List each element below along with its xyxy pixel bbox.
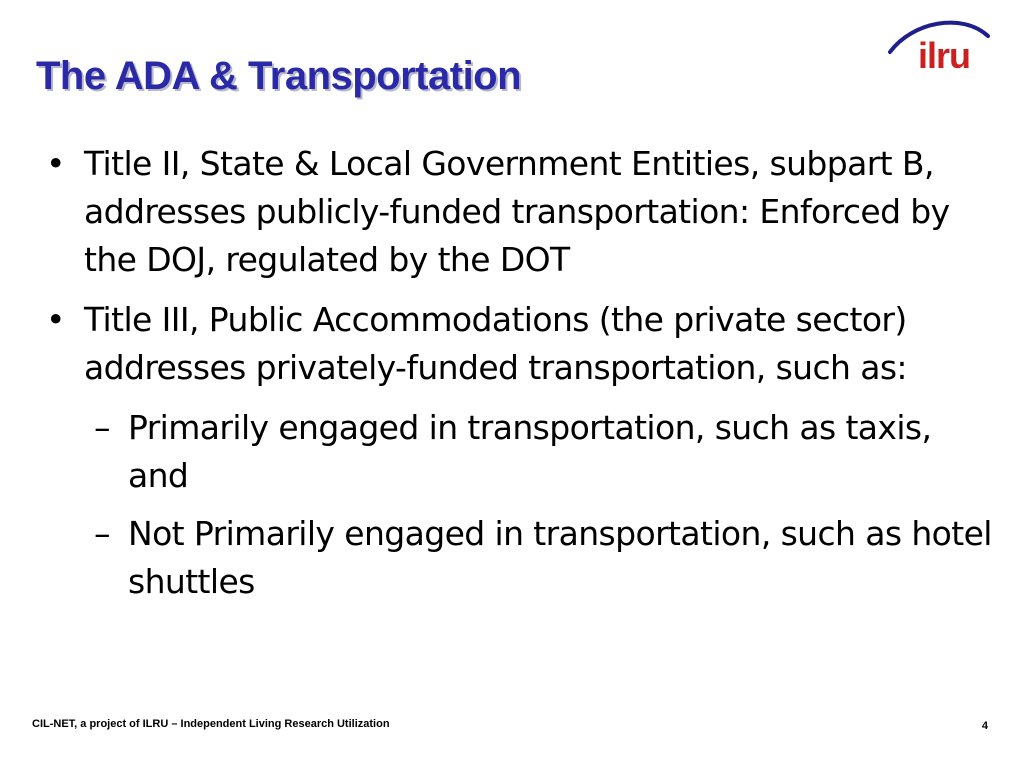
slide-content [36,140,996,616]
sub-bullet-marker: – [94,514,110,553]
slide-footer: CIL-NET, a project of ILRU – Independent Living Research Utilization [32,718,390,730]
ilru-logo [884,14,996,74]
sub-bullet-text: Not Primarily engaged in transportation, such as hotel shuttles [128,514,992,601]
bullet-item [36,296,996,392]
bullet-text: Title III, Public Accommodations (the private sector) addresses privately-funded transportation, such as: [84,300,907,387]
bullet-text: Title II, State & Local Government Entities, subpart B, addresses publicly-funded transportation: Enforced by the DOJ, regulated by the DOT [84,144,950,279]
bullet-marker: • [46,144,65,183]
slide-title: The ADA & Transportation [36,54,522,98]
sub-bullet-item [36,404,996,500]
sub-bullet-item [36,510,996,606]
bullet-marker: • [46,300,65,339]
page-number: 4 [981,720,988,732]
bullet-item [36,140,996,284]
sub-bullet-marker: – [94,408,110,447]
sub-bullet-text: Primarily engaged in transportation, such as taxis, and [128,408,932,495]
logo-text: ilru [918,35,971,76]
